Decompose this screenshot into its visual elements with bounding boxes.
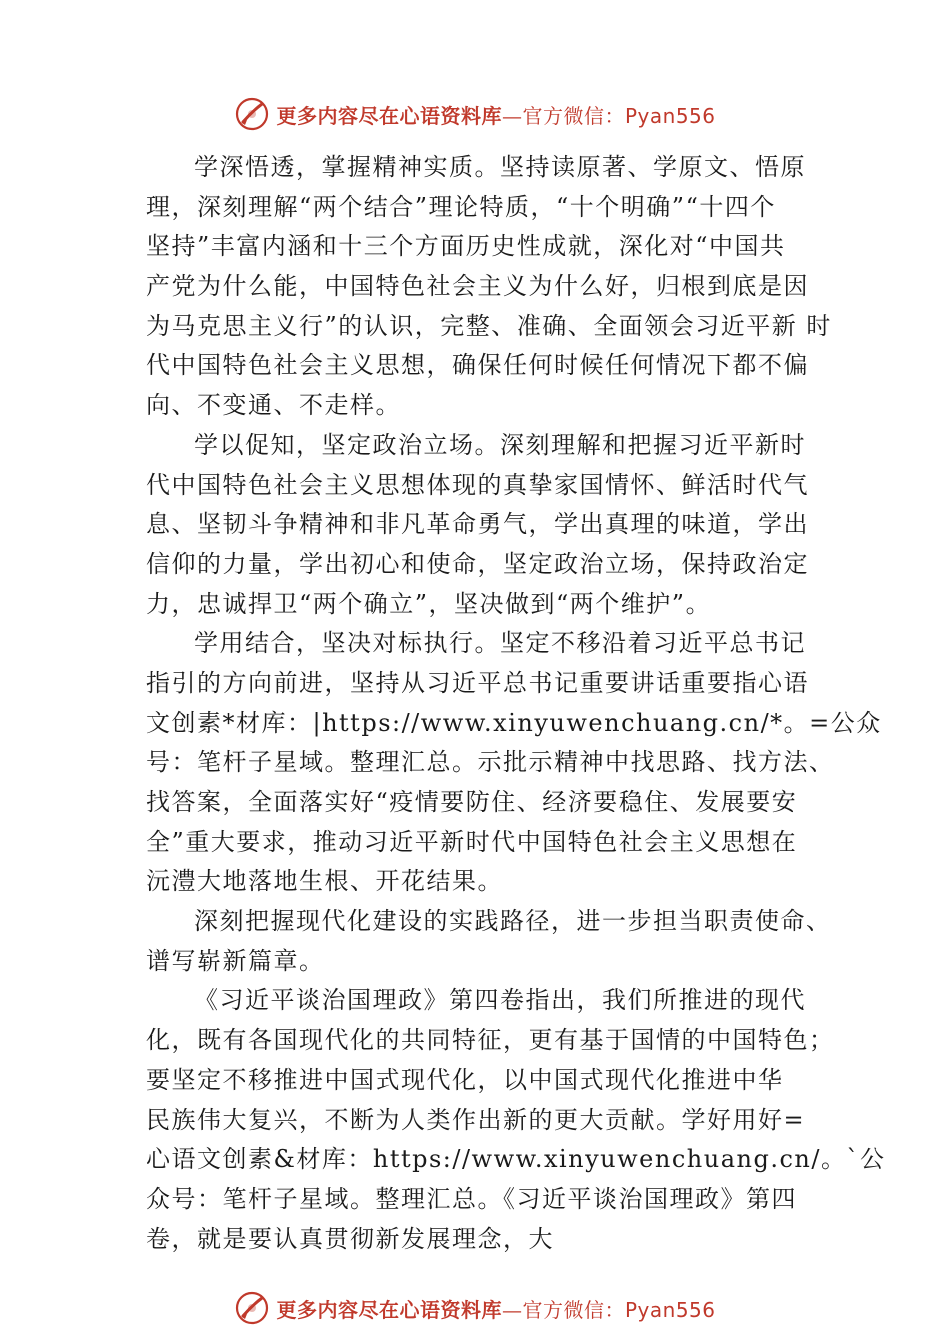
- text-line: 代中国特色社会主义思想，确保任何时候任何情况下都不偏: [146, 351, 809, 380]
- text-line: 学用结合，坚决对标执行。坚定不移沿着习近平总书记: [194, 629, 806, 658]
- text-line: 代中国特色社会主义思想体现的真挚家国情怀、鲜活时代气: [146, 470, 809, 499]
- text-line: 民族伟大复兴，不断为人类作出新的更大贡献。学好用好=: [146, 1105, 806, 1134]
- text-line: 要坚定不移推进中国式现代化，以中国式现代化推进中华: [146, 1065, 784, 1094]
- header-banner: [0, 96, 950, 132]
- header-banner-label: —官方微信：: [501, 103, 625, 128]
- brush-logo-icon: [234, 96, 270, 132]
- footer-banner-label: —官方微信：: [501, 1297, 625, 1322]
- text-line: 学深悟透，掌握精神实质。坚持读原著、学原文、悟原: [194, 153, 806, 181]
- text-line: 沅澧大地落地生根、开花结果。: [146, 867, 503, 896]
- header-banner-wechat-id: Pyan556: [624, 103, 716, 128]
- text-line: 信仰的力量，学出初心和使命，坚定政治立场，保持政治定: [146, 549, 809, 578]
- text-line: 指引的方向前进，坚持从习近平总书记重要讲话重要指心语: [146, 668, 809, 697]
- document-body: [146, 148, 886, 1259]
- text-line: 心语文创素&材库：https://www.xinyuwenchuang.cn/。`公: [146, 1145, 886, 1174]
- header-banner-title: 更多内容尽在心语资料库: [276, 103, 502, 128]
- text-line: 化，既有各国现代化的共同特征，更有基于国情的中国特色；: [146, 1026, 835, 1055]
- text-line: 息、坚韧斗争精神和非凡革命勇气，学出真理的味道，学出: [146, 510, 809, 539]
- text-line: 文创素*材库：|https://www.xinyuwenchuang.cn/*。=公众: [146, 708, 882, 737]
- text-line: 谱写崭新篇章。: [146, 946, 325, 975]
- text-line: 找答案，全面落实好“疫情要防住、经济要稳住、发展要安: [146, 788, 798, 816]
- text-line: 卷，就是要认真贯彻新发展理念，大: [146, 1224, 554, 1253]
- footer-banner: [0, 1290, 950, 1326]
- text-line: 力，忠诚捍卫“两个确立”，坚决做到“两个维护”。: [146, 589, 712, 618]
- text-line: 向、不变通、不走样。: [146, 391, 401, 420]
- header-banner-text: [276, 100, 715, 129]
- text-line: 号：笔杆子星域。整理汇总。示批示精神中找思路、找方法、: [146, 748, 835, 777]
- brush-logo-icon: [234, 1290, 270, 1326]
- footer-banner-title: 更多内容尽在心语资料库: [276, 1297, 502, 1322]
- footer-banner-wechat-id: Pyan556: [624, 1297, 716, 1322]
- text-line: 众号：笔杆子星域。整理汇总。《习近平谈治国理政》第四: [146, 1184, 797, 1213]
- text-line: 《习近平谈治国理政》第四卷指出，我们所推进的现代: [194, 986, 806, 1015]
- text-line: 理，深刻理解“两个结合”理论特质，“十个明确”“十四个: [146, 192, 776, 221]
- footer-banner-text: [276, 1294, 715, 1323]
- text-line: 全”重大要求，推动习近平新时代中国特色社会主义思想在: [146, 827, 798, 856]
- text-line: 深刻把握现代化建设的实践路径，进一步担当职责使命、: [194, 907, 832, 936]
- text-line: 产党为什么能，中国特色社会主义为什么好，归根到底是因: [146, 272, 809, 301]
- text-line: 为马克思主义行”的认识，完整、准确、全面领会习近平新 时: [146, 311, 832, 340]
- text-line: 学以促知，坚定政治立场。深刻理解和把握习近平新时: [194, 430, 806, 459]
- text-line: 坚持”丰富内涵和十三个方面历史性成就，深化对“中国共: [146, 232, 786, 261]
